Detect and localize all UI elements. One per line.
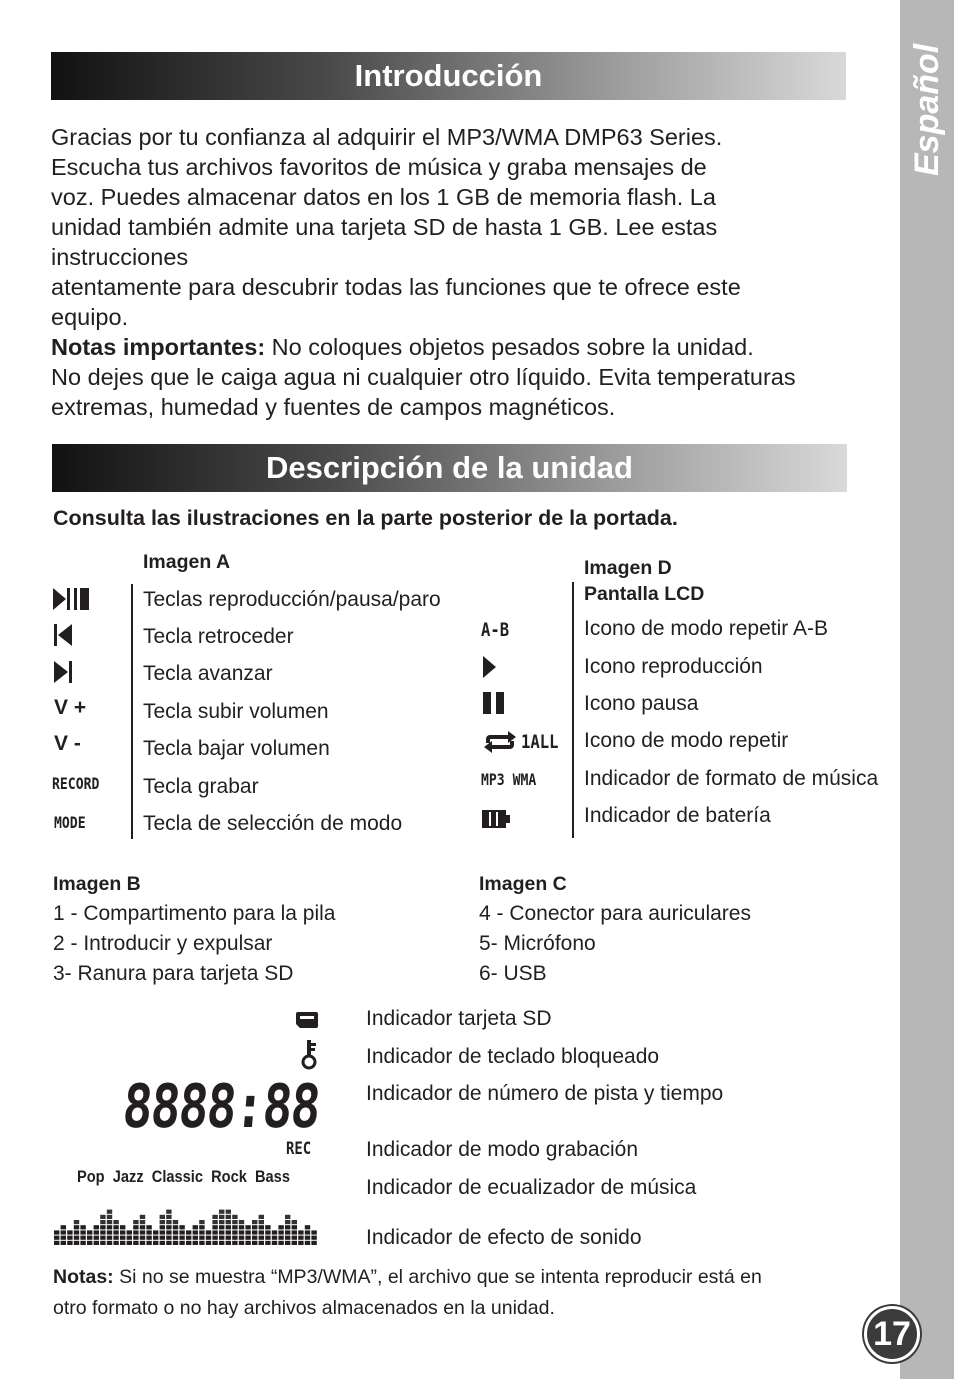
sound-effect-segment xyxy=(226,1215,231,1219)
pause-icon xyxy=(483,692,505,714)
image-a-label: Tecla subir volumen xyxy=(143,700,329,723)
sound-effect-segment xyxy=(67,1241,72,1245)
sound-effect-segment xyxy=(87,1236,92,1240)
sound-effect-segment xyxy=(107,1236,112,1240)
image-d-subtitle: Pantalla LCD xyxy=(584,583,705,605)
sound-effect-segment xyxy=(133,1230,138,1234)
sound-effect-segment xyxy=(133,1236,138,1240)
sound-effect-segment xyxy=(61,1230,66,1234)
sound-effect-segment xyxy=(219,1225,224,1229)
image-d-label: Indicador de batería xyxy=(584,804,771,827)
sound-effect-segment xyxy=(120,1225,125,1229)
sound-effect-segment xyxy=(285,1215,290,1219)
important-notes-text: No coloques objetos pesados sobre la unidad. xyxy=(265,334,754,360)
lcd-label: Indicador tarjeta SD xyxy=(366,1007,552,1030)
sound-effect-segment xyxy=(107,1230,112,1234)
intro-line: equipo. xyxy=(51,304,129,330)
sound-effect-segment xyxy=(153,1241,158,1245)
record-symbol: RECORD xyxy=(52,774,100,793)
image-c-title: Imagen C xyxy=(479,873,567,895)
sound-effect-segment xyxy=(311,1236,316,1240)
sound-effect-segment xyxy=(94,1236,99,1240)
eq-bass: Bass xyxy=(254,1167,290,1186)
lcd-label: Indicador de ecualizador de música xyxy=(366,1176,697,1199)
sound-effect-segment xyxy=(206,1230,211,1234)
sound-effect-segment xyxy=(206,1241,211,1245)
image-a-title: Imagen A xyxy=(143,551,231,573)
sound-effect-segment xyxy=(100,1215,105,1219)
sound-effect-segment xyxy=(153,1230,158,1234)
sound-effect-segment xyxy=(160,1215,165,1219)
notes-text: otro formato o no hay archivos almacenados en la unidad. xyxy=(53,1296,555,1319)
notes-text: Si no se muestra “MP3/WMA”, el archivo que se intenta reproducir está en xyxy=(113,1266,762,1288)
sound-effect-segment xyxy=(285,1225,290,1229)
sound-effect-segment xyxy=(245,1225,250,1229)
sound-effect-segment xyxy=(100,1225,105,1229)
intro-line: atentamente para descubrir todas las funciones que te ofrece este xyxy=(51,274,741,300)
language-label: Español xyxy=(908,43,946,176)
sound-effect-segment xyxy=(140,1236,145,1240)
sound-effect-segment xyxy=(232,1241,237,1245)
sound-effect-segment xyxy=(74,1236,79,1240)
sound-effect-segment xyxy=(226,1210,231,1214)
sound-effect-segment xyxy=(239,1225,244,1229)
sound-effect-segment xyxy=(107,1220,112,1224)
sound-effect-segment xyxy=(305,1241,310,1245)
sound-effect-segment xyxy=(193,1236,198,1240)
sound-effect-segment xyxy=(173,1225,178,1229)
sound-effect-segment xyxy=(54,1241,59,1245)
sound-effect-segment xyxy=(226,1241,231,1245)
sound-effect-segment xyxy=(94,1230,99,1234)
sound-effect-segment xyxy=(199,1225,204,1229)
sound-effect-segment xyxy=(127,1241,132,1245)
sound-effect-segment xyxy=(311,1241,316,1245)
sound-effect-segment xyxy=(120,1230,125,1234)
sound-effect-segment xyxy=(219,1241,224,1245)
sound-effect-segment xyxy=(133,1241,138,1245)
sound-effect-segment xyxy=(80,1230,85,1234)
sound-effect-segment xyxy=(186,1236,191,1240)
sound-effect-segment xyxy=(87,1230,92,1234)
sound-effect-segment xyxy=(113,1241,118,1245)
sound-effect-segment xyxy=(67,1230,72,1234)
sound-effect-segment xyxy=(160,1225,165,1229)
sound-effect-segment xyxy=(140,1241,145,1245)
image-a-label: Tecla grabar xyxy=(143,775,259,798)
sd-card-icon xyxy=(296,1012,318,1032)
sound-effect-segment xyxy=(107,1210,112,1214)
lcd-label: Indicador de teclado bloqueado xyxy=(366,1045,660,1068)
rec-indicator: REC xyxy=(286,1139,312,1159)
sound-effect-segment xyxy=(133,1220,138,1224)
image-b-item: 3- Ranura para tarjeta SD xyxy=(53,962,294,985)
sound-effect-segment xyxy=(173,1236,178,1240)
sound-effect-segment xyxy=(272,1241,277,1245)
sound-effect-segment xyxy=(212,1230,217,1234)
battery-icon xyxy=(482,810,510,828)
sound-effect-segment xyxy=(285,1220,290,1224)
sound-effect-segment xyxy=(166,1236,171,1240)
sound-effect-segment xyxy=(166,1210,171,1214)
sound-effect-segment xyxy=(226,1220,231,1224)
important-notes xyxy=(51,332,851,362)
sound-effect-segment xyxy=(199,1236,204,1240)
lcd-label: Indicador de número de pista y tiempo xyxy=(366,1082,724,1105)
sound-effect-segment xyxy=(272,1236,277,1240)
intro-line: Gracias por tu confianza al adquirir el MP3/WMA DMP63 Series. xyxy=(51,124,723,150)
sound-effect-segment xyxy=(193,1225,198,1229)
sound-effect-segment xyxy=(54,1230,59,1234)
key-lock-icon xyxy=(300,1040,322,1070)
sound-effect-segment xyxy=(305,1225,310,1229)
format-symbol: MP3 WMA xyxy=(481,770,537,789)
sound-effect-segment xyxy=(179,1230,184,1234)
intro-line: unidad también admite una tarjeta SD de hasta 1 GB. Lee estas xyxy=(51,214,718,240)
volume-down-symbol: V - xyxy=(54,732,81,755)
sound-effect-segment xyxy=(259,1230,264,1234)
sound-effect-segment xyxy=(107,1215,112,1219)
sound-effect-segment xyxy=(146,1241,151,1245)
image-b-title: Imagen B xyxy=(53,873,141,895)
sound-effect-segment xyxy=(252,1230,257,1234)
sound-effect-segment xyxy=(146,1225,151,1229)
sound-effect-segment xyxy=(74,1241,79,1245)
sound-effect-segment xyxy=(160,1230,165,1234)
sound-effect-segment xyxy=(298,1241,303,1245)
sound-effect-segment xyxy=(80,1225,85,1229)
sound-effect-segment xyxy=(265,1241,270,1245)
sound-effect-segment xyxy=(265,1225,270,1229)
sound-effect-segment xyxy=(127,1230,132,1234)
repeat-icon xyxy=(480,731,520,753)
sound-effect-segment xyxy=(107,1225,112,1229)
sound-effect-segment xyxy=(305,1230,310,1234)
image-d-label: Icono de modo repetir A-B xyxy=(584,617,828,640)
sound-effect-segment xyxy=(133,1225,138,1229)
sound-effect-segment xyxy=(160,1236,165,1240)
sound-effect-segment xyxy=(232,1230,237,1234)
sound-effect-segment xyxy=(199,1241,204,1245)
sound-effect-segment xyxy=(245,1236,250,1240)
image-b-item: 2 - Introducir y expulsar xyxy=(53,932,273,955)
page-number: 17 xyxy=(864,1306,920,1362)
image-d-title xyxy=(584,555,704,607)
sound-effect-segment xyxy=(259,1241,264,1245)
eq-jazz: Jazz xyxy=(112,1167,144,1186)
sound-effect-segment xyxy=(278,1236,283,1240)
image-a-label: Teclas reproducción/pausa/paro xyxy=(143,588,441,611)
sound-effect-segment xyxy=(74,1230,79,1234)
image-d-label: Indicador de formato de música xyxy=(584,767,879,790)
sound-effect-segment xyxy=(146,1236,151,1240)
sound-effect-segment xyxy=(259,1215,264,1219)
image-a-label: Tecla avanzar xyxy=(143,662,273,685)
sound-effect-segment xyxy=(219,1215,224,1219)
sound-effect-segment xyxy=(278,1241,283,1245)
lcd-label: Indicador de modo grabación xyxy=(366,1138,639,1161)
image-c-item: 5- Micrófono xyxy=(479,932,596,955)
sound-effect-segment xyxy=(153,1236,158,1240)
sound-effect-segment xyxy=(100,1220,105,1224)
sound-effect-segment xyxy=(100,1241,105,1245)
sound-effect-segment xyxy=(80,1241,85,1245)
sound-effect-segment xyxy=(252,1225,257,1229)
sound-effect-segment xyxy=(100,1236,105,1240)
sound-effect-segment xyxy=(226,1236,231,1240)
mode-symbol: MODE xyxy=(54,813,86,832)
unit-header: Descripción de la unidad xyxy=(52,444,847,492)
image-a-label: Tecla bajar volumen xyxy=(143,737,330,760)
sound-effect-segment xyxy=(166,1230,171,1234)
sound-effect-segment xyxy=(212,1236,217,1240)
sound-effect-segment xyxy=(113,1236,118,1240)
image-c-list xyxy=(479,869,751,989)
sound-effect-segment xyxy=(160,1220,165,1224)
sound-effect-segment xyxy=(219,1220,224,1224)
sound-effect-segment xyxy=(278,1225,283,1229)
image-a-label: Tecla retroceder xyxy=(143,625,294,648)
sound-effect-segment xyxy=(166,1241,171,1245)
sound-effect-segment xyxy=(94,1241,99,1245)
notes xyxy=(53,1262,853,1323)
sound-effect-segment xyxy=(179,1236,184,1240)
sound-effect-segment xyxy=(292,1220,297,1224)
sound-effect-segment xyxy=(219,1210,224,1214)
sound-effect-segment xyxy=(100,1230,105,1234)
sound-effect-segment xyxy=(298,1236,303,1240)
sound-effect-segment xyxy=(140,1225,145,1229)
play-icon xyxy=(483,656,497,678)
sound-effect-segment xyxy=(140,1220,145,1224)
eq-classic: Classic xyxy=(151,1167,203,1186)
intro-line: extremas, humedad y fuentes de campos magnéticos. xyxy=(51,394,616,420)
sound-effect-segment xyxy=(199,1220,204,1224)
sound-effect-segment xyxy=(113,1230,118,1234)
sound-effect-segment xyxy=(199,1230,204,1234)
language-side-tab xyxy=(900,0,954,1379)
image-b-item: 1 - Compartimento para la pila xyxy=(53,902,336,925)
sound-effect-segment xyxy=(212,1241,217,1245)
sound-effect-segment xyxy=(140,1230,145,1234)
sound-effect-segment xyxy=(140,1215,145,1219)
sound-effect-segment xyxy=(206,1236,211,1240)
sound-effect-segment xyxy=(232,1236,237,1240)
sound-effect-segment xyxy=(61,1236,66,1240)
repeat-all-symbol: 1ALL xyxy=(521,731,559,753)
sound-effect-segment xyxy=(179,1241,184,1245)
sound-effect-segment xyxy=(94,1225,99,1229)
sound-effect-segment xyxy=(239,1230,244,1234)
sound-effect-segment xyxy=(146,1230,151,1234)
volume-up-symbol: V + xyxy=(54,696,87,719)
sound-effect-segment xyxy=(212,1215,217,1219)
sound-effect-segment xyxy=(239,1220,244,1224)
sound-effect-segment xyxy=(219,1236,224,1240)
sound-effect-segment xyxy=(173,1220,178,1224)
sound-effect-segment xyxy=(54,1236,59,1240)
sound-effect-segment xyxy=(259,1236,264,1240)
sound-effect-segment xyxy=(265,1230,270,1234)
sound-effect-segment xyxy=(87,1241,92,1245)
sound-effect-segment xyxy=(311,1230,316,1234)
sound-effect-segment xyxy=(239,1241,244,1245)
sound-effect-segment xyxy=(252,1241,257,1245)
sound-effect-segment xyxy=(179,1225,184,1229)
sound-effect-segment xyxy=(193,1241,198,1245)
sound-effect-segment xyxy=(160,1241,165,1245)
eq-modes xyxy=(77,1167,290,1187)
intro-line: voz. Puedes almacenar datos en los 1 GB de memoria flash. La xyxy=(51,184,716,210)
sound-effect-segment xyxy=(120,1236,125,1240)
intro-header: Introducción xyxy=(51,52,846,100)
sound-effect-segment xyxy=(245,1241,250,1245)
image-d-label: Icono pausa xyxy=(584,692,699,715)
sound-effect-segment xyxy=(252,1220,257,1224)
sound-effect-segment xyxy=(285,1230,290,1234)
sound-effect-segment xyxy=(61,1225,66,1229)
sound-effect-segment xyxy=(292,1236,297,1240)
sound-effect-segment xyxy=(173,1241,178,1245)
sound-effect-segment xyxy=(226,1225,231,1229)
previous-icon xyxy=(54,624,74,646)
intro-text xyxy=(51,122,851,422)
lcd-digits: 8888:88 xyxy=(119,1072,322,1142)
sound-effect-segment xyxy=(239,1236,244,1240)
image-d-divider xyxy=(572,582,574,838)
sound-effect-segment xyxy=(193,1230,198,1234)
lcd-label: Indicador de efecto de sonido xyxy=(366,1226,642,1249)
image-a-divider xyxy=(131,584,133,839)
sound-effect-segment xyxy=(232,1215,237,1219)
sound-effect-segment xyxy=(127,1236,132,1240)
sound-effect-segment xyxy=(272,1230,277,1234)
next-icon xyxy=(54,661,74,683)
image-b-list xyxy=(53,869,335,989)
important-notes-label: Notas importantes: xyxy=(51,334,266,360)
notes-label: Notas: xyxy=(53,1266,114,1288)
sound-effect-segment xyxy=(113,1220,118,1224)
play-pause-stop-icon xyxy=(53,588,91,610)
sound-effect-segment xyxy=(245,1230,250,1234)
sound-effect-segment xyxy=(252,1236,257,1240)
ab-repeat-symbol: A-B xyxy=(481,619,510,641)
sound-effect-segment xyxy=(259,1220,264,1224)
sound-effect-segment xyxy=(226,1230,231,1234)
sound-effect-bars xyxy=(54,1204,322,1246)
sound-effect-segment xyxy=(232,1225,237,1229)
sound-effect-segment xyxy=(259,1225,264,1229)
sound-effect-segment xyxy=(186,1241,191,1245)
sound-effect-segment xyxy=(166,1225,171,1229)
sound-effect-segment xyxy=(292,1241,297,1245)
sound-effect-segment xyxy=(219,1230,224,1234)
sound-effect-segment xyxy=(113,1225,118,1229)
sound-effect-segment xyxy=(285,1236,290,1240)
image-c-item: 4 - Conector para auriculares xyxy=(479,902,751,925)
sound-effect-segment xyxy=(80,1236,85,1240)
image-d-title-text: Imagen D xyxy=(584,557,672,579)
sound-effect-segment xyxy=(166,1215,171,1219)
sound-effect-segment xyxy=(74,1225,79,1229)
sound-effect-segment xyxy=(67,1236,72,1240)
image-d-label: Icono de modo repetir xyxy=(584,729,789,752)
illustrations-note: Consulta las ilustraciones en la parte posterior de la portada. xyxy=(53,506,678,530)
sound-effect-segment xyxy=(212,1220,217,1224)
sound-effect-segment xyxy=(61,1241,66,1245)
sound-effect-segment xyxy=(120,1241,125,1245)
image-a-label: Tecla de selección de modo xyxy=(143,812,403,835)
sound-effect-segment xyxy=(232,1220,237,1224)
intro-line: No dejes que le caiga agua ni cualquier otro líquido. Evita temperaturas xyxy=(51,364,796,390)
eq-rock: Rock xyxy=(211,1167,247,1186)
sound-effect-segment xyxy=(166,1220,171,1224)
sound-effect-segment xyxy=(173,1230,178,1234)
sound-effect-segment xyxy=(186,1230,191,1234)
sound-effect-segment xyxy=(292,1225,297,1229)
sound-effect-segment xyxy=(285,1241,290,1245)
sound-effect-segment xyxy=(298,1230,303,1234)
sound-effect-segment xyxy=(278,1230,283,1234)
intro-line: Escucha tus archivos favoritos de música y graba mensajes de xyxy=(51,154,707,180)
sound-effect-segment xyxy=(74,1220,79,1224)
eq-pop: Pop xyxy=(77,1167,105,1186)
sound-effect-segment xyxy=(292,1230,297,1234)
sound-effect-segment xyxy=(107,1241,112,1245)
image-c-item: 6- USB xyxy=(479,962,547,985)
sound-effect-segment xyxy=(305,1236,310,1240)
intro-line: instrucciones xyxy=(51,244,189,270)
image-d-label: Icono reproducción xyxy=(584,655,763,678)
sound-effect-segment xyxy=(212,1225,217,1229)
sound-effect-segment xyxy=(265,1236,270,1240)
